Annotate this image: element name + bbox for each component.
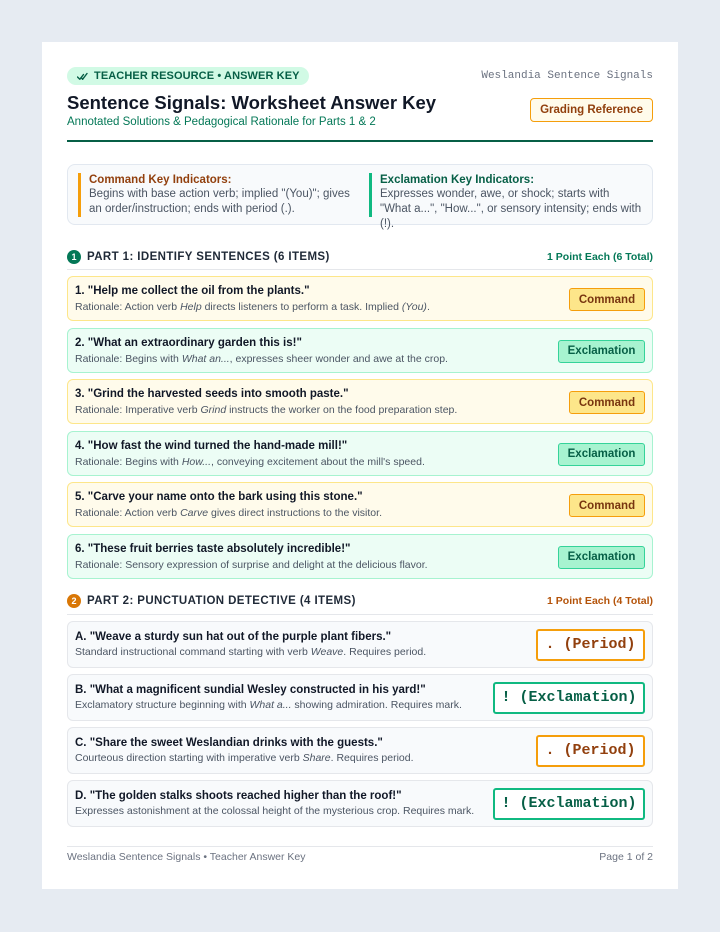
item-rationale: Rationale: Begins with What an..., expresses sheer wonder and awe at the crop. — [75, 352, 448, 365]
item-rationale: Rationale: Action verb Help directs listeners to perform a task. Implied (You). — [75, 301, 430, 313]
page-footer — [67, 846, 653, 863]
part1-points: 1 Point Each (6 Total) — [547, 250, 653, 263]
page-title: Sentence Signals: Worksheet Answer Key — [67, 92, 437, 113]
item-rationale: Courteous direction starting with imperative verb Share. Requires period. — [75, 751, 414, 764]
part2-item — [67, 621, 653, 668]
item-question: D. "The golden stalks shoots reached higher than the roof!" — [75, 789, 402, 802]
sentence-type-tag: Command — [569, 494, 645, 517]
sentence-type-tag: Exclamation — [558, 546, 645, 569]
item-question: 6. "These fruit berries taste absolutely incredible!" — [75, 542, 351, 555]
part2-item — [67, 674, 653, 721]
page-subtitle: Annotated Solutions & Pedagogical Rationale for Parts 1 & 2 — [67, 116, 376, 128]
page-number: Page 1 of 2 — [599, 851, 653, 863]
part2-header — [67, 595, 653, 615]
item-rationale: Rationale: Imperative verb Grind instructs the worker on the food preparation step. — [75, 404, 458, 416]
sentence-type-tag: Command — [569, 288, 645, 311]
item-question: A. "Weave a sturdy sun hat out of the purple plant fibers." — [75, 630, 392, 643]
punctuation-answer: ! (Exclamation) — [493, 788, 645, 820]
command-key-text: Begins with base action verb; implied "(You)"; gives an order/instruction; ends with period (.). — [89, 188, 350, 215]
part1-item — [67, 328, 653, 373]
sentence-type-tag: Exclamation — [558, 340, 645, 363]
footer-left: Weslandia Sentence Signals • Teacher Answer Key — [67, 851, 306, 863]
item-question: 3. "Grind the harvested seeds into smooth paste." — [75, 388, 349, 400]
item-question: C. "Share the sweet Weslandian drinks with the guests." — [75, 736, 383, 749]
teacher-resource-badge — [67, 67, 309, 85]
item-rationale: Exclamatory structure beginning with What a... showing admiration. Requires mark. — [75, 698, 462, 711]
part2-number-badge: 2 — [67, 594, 81, 608]
part1-title: PART 1: IDENTIFY SENTENCES (6 ITEMS) — [87, 250, 330, 263]
part1-item — [67, 431, 653, 476]
item-question: 1. "Help me collect the oil from the plants." — [75, 285, 310, 297]
part1-item — [67, 276, 653, 321]
key-indicators-panel — [67, 164, 653, 230]
item-question: 5. "Carve your name onto the bark using this stone." — [75, 491, 363, 503]
part1-item — [67, 379, 653, 424]
part1-number-badge: 1 — [67, 250, 81, 264]
part1-item — [67, 482, 653, 527]
part1-item — [67, 534, 653, 579]
grading-reference-badge: Grading Reference — [530, 98, 653, 122]
part2-items — [67, 621, 653, 827]
double-check-icon — [77, 72, 88, 81]
command-key-title: Command Key Indicators: — [89, 174, 232, 186]
item-question: 4. "How fast the wind turned the hand-made mill!" — [75, 439, 348, 452]
brand-label: Weslandia Sentence Signals — [481, 70, 653, 82]
sentence-type-tag: Exclamation — [558, 443, 645, 466]
item-question: 2. "What an extraordinary garden this is!" — [75, 336, 302, 349]
part2-points: 1 Point Each (4 Total) — [547, 595, 653, 607]
part1-header — [67, 250, 653, 270]
item-question: B. "What a magnificent sundial Wesley constructed in his yard!" — [75, 683, 426, 696]
item-rationale: Rationale: Begins with How..., conveying excitement about the mill's speed. — [75, 455, 425, 468]
exclamation-key-indicators — [369, 173, 642, 230]
item-rationale: Expresses astonishment at the colossal height of the mysterious crop. Requires mark. — [75, 804, 475, 817]
part2-title: PART 2: PUNCTUATION DETECTIVE (4 ITEMS) — [87, 595, 356, 607]
punctuation-answer: . (Period) — [536, 629, 645, 661]
document-header — [67, 92, 653, 142]
item-rationale: Standard instructional command starting with verb Weave. Requires period. — [75, 645, 427, 658]
item-rationale: Rationale: Sensory expression of surprise and delight at the delicious flavor. — [75, 558, 428, 571]
command-key-indicators — [78, 173, 351, 217]
part2-item — [67, 780, 653, 827]
part1-items — [67, 276, 653, 579]
punctuation-answer: . (Period) — [536, 735, 645, 767]
part2-item — [67, 727, 653, 774]
punctuation-answer: ! (Exclamation) — [493, 682, 645, 714]
top-line — [67, 67, 653, 85]
badge-label: TEACHER RESOURCE • ANSWER KEY — [94, 70, 300, 82]
exclamation-key-title: Exclamation Key Indicators: — [380, 174, 535, 186]
sentence-type-tag: Command — [569, 391, 645, 414]
answer-key-page — [42, 42, 678, 889]
exclamation-key-text: Expresses wonder, awe, or shock; starts with "What a...", "How...", or sensory intensity; ends with (!). — [380, 188, 642, 230]
item-rationale: Rationale: Action verb Carve gives direct instructions to the visitor. — [75, 507, 382, 519]
